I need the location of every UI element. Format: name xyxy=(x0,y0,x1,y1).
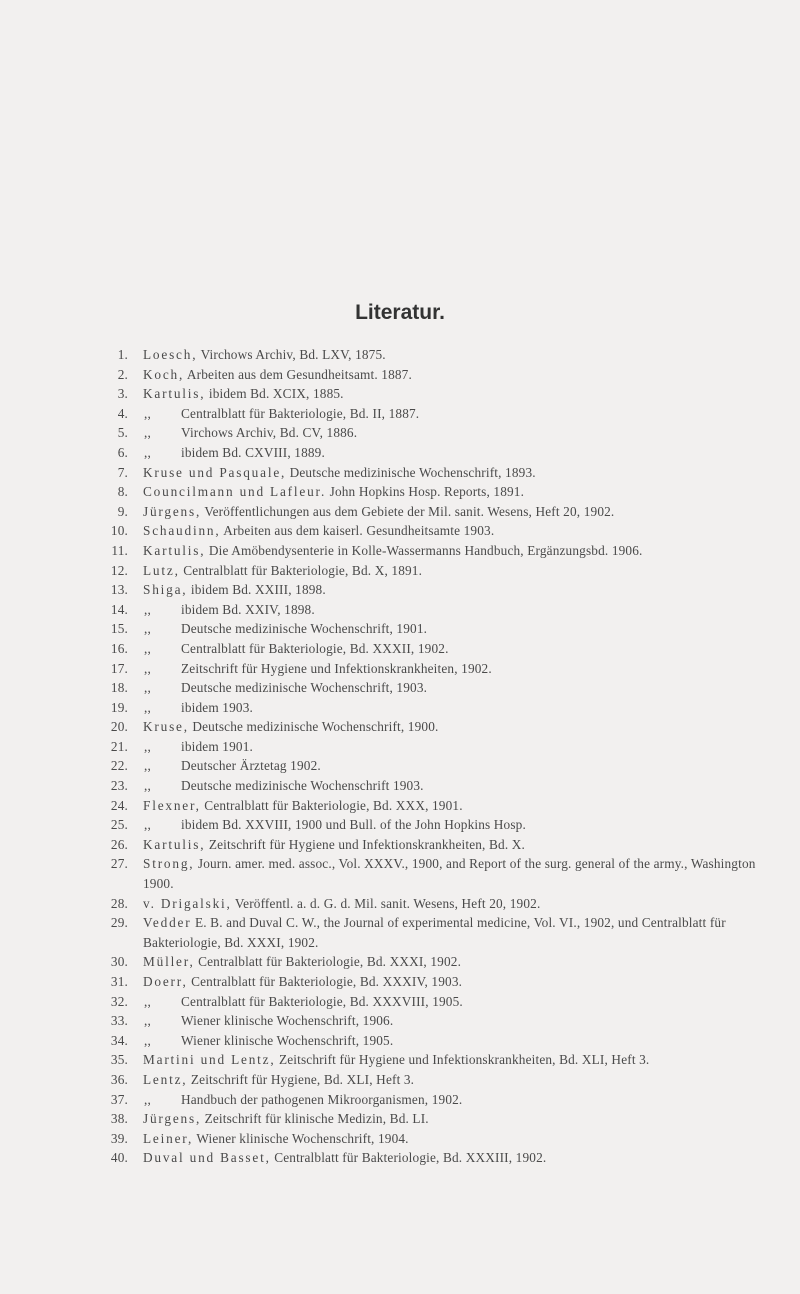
reference-citation: Arbeiten aus dem Gesundheitsamt. 1887. xyxy=(186,366,412,382)
reference-author: Müller, xyxy=(143,954,195,970)
reference-entry xyxy=(0,698,800,718)
reference-citation: Centralblatt für Bakteriologie, Bd. XXX, 1901. xyxy=(204,797,463,813)
reference-citation: ibidem 1903. xyxy=(181,699,253,715)
reference-citation: E. B. and Duval C. W., the Journal of experimental medicine, Vol. VI., 1902, und Centralblatt für Bakteriologie, Bd. XXXI, 1902. xyxy=(143,915,726,950)
reference-entry xyxy=(0,443,800,463)
reference-author: Kartulis, xyxy=(143,542,206,558)
reference-number: 36. xyxy=(110,1071,128,1087)
reference-entry xyxy=(0,463,800,483)
reference-entry xyxy=(0,580,800,600)
reference-author: v. Drigalski, xyxy=(143,895,232,911)
reference-entry xyxy=(0,776,800,796)
reference-citation: ibidem Bd. XXVIII, 1900 und Bull. of the John Hopkins Hosp. xyxy=(181,817,526,833)
reference-entry xyxy=(0,835,800,855)
reference-citation: Deutscher Ärztetag 1902. xyxy=(181,758,321,774)
reference-citation: Virchows Archiv, Bd. CV, 1886. xyxy=(181,425,358,441)
reference-author: Councilmann und Lafleur. xyxy=(143,484,327,500)
reference-citation: Centralblatt für Bakteriologie, Bd. XXXIII, 1902. xyxy=(274,1150,547,1166)
reference-entry xyxy=(0,737,800,757)
reference-number: 4. xyxy=(117,405,128,421)
reference-entry xyxy=(0,482,800,502)
reference-number: 5. xyxy=(117,425,128,441)
reference-number: 30. xyxy=(110,954,128,970)
reference-entry xyxy=(0,1129,800,1149)
reference-citation: John Hopkins Hosp. Reports, 1891. xyxy=(329,484,525,500)
reference-entry xyxy=(0,561,800,581)
reference-number: 31. xyxy=(110,974,128,989)
reference-number: 3. xyxy=(117,386,128,402)
ditto-mark: ,, xyxy=(144,660,151,676)
reference-entry xyxy=(0,854,800,893)
reference-number: 28. xyxy=(110,895,128,911)
reference-citation: Centralblatt für Bakteriologie, Bd. X, 1891. xyxy=(183,562,423,578)
reference-number: 20. xyxy=(110,719,128,735)
reference-author: Kruse, xyxy=(143,719,189,735)
reference-number: 26. xyxy=(110,836,128,852)
ditto-mark: ,, xyxy=(144,680,151,696)
reference-number: 18. xyxy=(110,680,128,696)
reference-entry xyxy=(0,1109,800,1129)
reference-citation: Deutsche medizinische Wochenschrift, 1901. xyxy=(181,621,428,637)
reference-number: 21. xyxy=(110,738,128,754)
ditto-mark: ,, xyxy=(144,699,151,715)
reference-author: Duval und Basset, xyxy=(143,1150,271,1166)
ditto-mark: ,, xyxy=(144,425,151,441)
reference-list xyxy=(0,345,800,1168)
reference-author: Strong, xyxy=(143,856,195,872)
reference-citation: Veröffentl. a. d. G. d. Mil. sanit. Wesens, Heft 20, 1902. xyxy=(234,895,541,911)
reference-citation: Deutsche medizinische Wochenschrift 1903. xyxy=(181,778,424,794)
reference-author: Martini und Lentz, xyxy=(143,1052,276,1068)
reference-citation: Centralblatt für Bakteriologie, Bd. XXXI, 1902. xyxy=(198,954,462,970)
reference-entry xyxy=(0,717,800,737)
reference-entry xyxy=(0,894,800,914)
reference-entry xyxy=(0,992,800,1012)
reference-citation: Handbuch der pathogenen Mikroorganismen, 1902. xyxy=(181,1091,463,1107)
reference-number: 17. xyxy=(110,660,128,676)
reference-entry xyxy=(0,541,800,561)
reference-number: 23. xyxy=(110,778,128,794)
reference-citation: Arbeiten aus dem kaiserl. Gesundheitsamte 1903. xyxy=(223,523,495,539)
reference-number: 40. xyxy=(110,1150,128,1166)
reference-author: Lutz, xyxy=(143,562,180,578)
reference-citation: Journ. amer. med. assoc., Vol. XXXV., 1900, and Report of the surg. general of the army., Washington 1900. xyxy=(143,856,756,892)
reference-citation: ibidem Bd. XXIII, 1898. xyxy=(190,582,326,598)
ditto-mark: ,, xyxy=(144,405,151,421)
ditto-mark: ,, xyxy=(144,1013,151,1029)
reference-entry xyxy=(0,1070,800,1090)
reference-citation: ibidem Bd. CXVIII, 1889. xyxy=(181,444,325,460)
reference-number: 19. xyxy=(110,699,128,715)
reference-citation: Centralblatt für Bakteriologie, Bd. XXXIV, 1903. xyxy=(191,974,463,989)
reference-number: 37. xyxy=(110,1091,128,1107)
ditto-mark: ,, xyxy=(144,738,151,754)
reference-entry xyxy=(0,365,800,385)
reference-entry xyxy=(0,678,800,698)
reference-citation: Centralblatt für Bakteriologie, Bd. XXXII, 1902. xyxy=(181,640,449,656)
reference-author: Koch, xyxy=(143,366,185,382)
reference-number: 6. xyxy=(117,444,128,460)
reference-entry xyxy=(0,423,800,443)
reference-entry xyxy=(0,815,800,835)
ditto-mark: ,, xyxy=(144,817,151,833)
reference-author: Leiner, xyxy=(143,1130,194,1146)
reference-number: 24. xyxy=(110,797,128,813)
reference-entry xyxy=(0,639,800,659)
reference-author: Kartulis, xyxy=(143,386,206,402)
reference-entry xyxy=(0,1090,800,1110)
reference-number: 34. xyxy=(110,1032,128,1048)
ditto-mark: ,, xyxy=(144,444,151,460)
reference-author: Schaudinn, xyxy=(143,523,221,539)
reference-citation: Centralblatt für Bakteriologie, Bd. XXXVIII, 1905. xyxy=(181,993,463,1009)
reference-number: 27. xyxy=(110,856,128,872)
reference-number: 1. xyxy=(117,347,128,362)
reference-entry xyxy=(0,521,800,541)
reference-number: 10. xyxy=(110,523,128,539)
reference-citation: Wiener klinische Wochenschrift, 1905. xyxy=(181,1032,394,1048)
reference-entry xyxy=(0,600,800,620)
reference-entry xyxy=(0,1031,800,1051)
reference-entry xyxy=(0,502,800,522)
ditto-mark: ,, xyxy=(144,758,151,774)
ditto-mark: ,, xyxy=(144,640,151,656)
reference-entry xyxy=(0,619,800,639)
reference-author: Lentz, xyxy=(143,1071,188,1087)
reference-number: 35. xyxy=(110,1052,128,1068)
reference-number: 2. xyxy=(117,366,128,382)
reference-citation: Deutsche medizinische Wochenschrift, 1903. xyxy=(181,680,428,696)
reference-author: Shiga, xyxy=(143,582,188,598)
ditto-mark: ,, xyxy=(144,1032,151,1048)
reference-number: 13. xyxy=(110,582,128,598)
reference-citation: Zeitschrift für Hygiene und Infektionskrankheiten, Bd. X. xyxy=(208,836,526,852)
reference-citation: Zeitschrift für Hygiene und Infektionskrankheiten, Bd. XLI, Heft 3. xyxy=(278,1052,650,1068)
reference-citation: Wiener klinische Wochenschrift, 1904. xyxy=(196,1130,409,1146)
ditto-mark: ,, xyxy=(144,993,151,1009)
reference-entry xyxy=(0,1050,800,1070)
reference-number: 38. xyxy=(110,1111,128,1127)
reference-author: Loesch, xyxy=(143,347,198,362)
reference-number: 25. xyxy=(110,817,128,833)
reference-author: Flexner, xyxy=(143,797,201,813)
reference-entry xyxy=(0,796,800,816)
ditto-mark: ,, xyxy=(144,778,151,794)
reference-author: Kruse und Pasquale, xyxy=(143,464,287,480)
reference-number: 14. xyxy=(110,601,128,617)
reference-number: 15. xyxy=(110,621,128,637)
reference-citation: Centralblatt für Bakteriologie, Bd. II, 1887. xyxy=(181,405,420,421)
reference-number: 12. xyxy=(110,562,128,578)
reference-citation: ibidem 1901. xyxy=(181,738,253,754)
reference-number: 11. xyxy=(111,542,128,558)
reference-entry xyxy=(0,345,800,365)
reference-number: 9. xyxy=(117,503,128,519)
reference-number: 8. xyxy=(117,484,128,500)
reference-entry xyxy=(0,952,800,972)
reference-citation: Deutsche medizinische Wochenschrift, 1893. xyxy=(289,464,536,480)
ditto-mark: ,, xyxy=(144,621,151,637)
reference-entry xyxy=(0,972,800,992)
reference-entry xyxy=(0,1011,800,1031)
reference-number: 16. xyxy=(110,640,128,656)
reference-citation: Zeitschrift für klinische Medizin, Bd. LI. xyxy=(204,1111,429,1127)
reference-entry xyxy=(0,659,800,679)
reference-author: Jürgens, xyxy=(143,503,202,519)
reference-entry xyxy=(0,1148,800,1168)
reference-author: Jürgens, xyxy=(143,1111,202,1127)
reference-number: 39. xyxy=(110,1130,128,1146)
reference-citation: Die Amöbendysenterie in Kolle-Wassermanns Handbuch, Ergänzungsbd. 1906. xyxy=(208,542,643,558)
reference-citation: Zeitschrift für Hygiene, Bd. XLI, Heft 3. xyxy=(190,1071,415,1087)
reference-author: Doerr, xyxy=(143,974,188,989)
reference-number: 32. xyxy=(110,993,128,1009)
reference-author: Kartulis, xyxy=(143,836,206,852)
reference-number: 29. xyxy=(110,915,128,931)
reference-number: 22. xyxy=(110,758,128,774)
ditto-mark: ,, xyxy=(144,601,151,617)
reference-entry xyxy=(0,404,800,424)
reference-entry xyxy=(0,913,800,952)
ditto-mark: ,, xyxy=(144,1091,151,1107)
reference-entry xyxy=(0,756,800,776)
reference-number: 7. xyxy=(117,464,128,480)
reference-citation: Virchows Archiv, Bd. LXV, 1875. xyxy=(200,347,386,362)
reference-citation: Wiener klinische Wochenschrift, 1906. xyxy=(181,1013,394,1029)
page-title: Literatur. xyxy=(355,301,445,324)
reference-citation: ibidem Bd. XCIX, 1885. xyxy=(208,386,344,402)
reference-citation: Veröffentlichungen aus dem Gebiete der Mil. sanit. Wesens, Heft 20, 1902. xyxy=(204,503,615,519)
reference-entry xyxy=(0,384,800,404)
reference-number: 33. xyxy=(110,1013,128,1029)
reference-author: Vedder xyxy=(143,915,192,931)
reference-citation: Zeitschrift für Hygiene und Infektionskrankheiten, 1902. xyxy=(181,660,492,676)
reference-citation: Deutsche medizinische Wochenschrift, 1900. xyxy=(192,719,439,735)
reference-citation: ibidem Bd. XXIV, 1898. xyxy=(181,601,315,617)
